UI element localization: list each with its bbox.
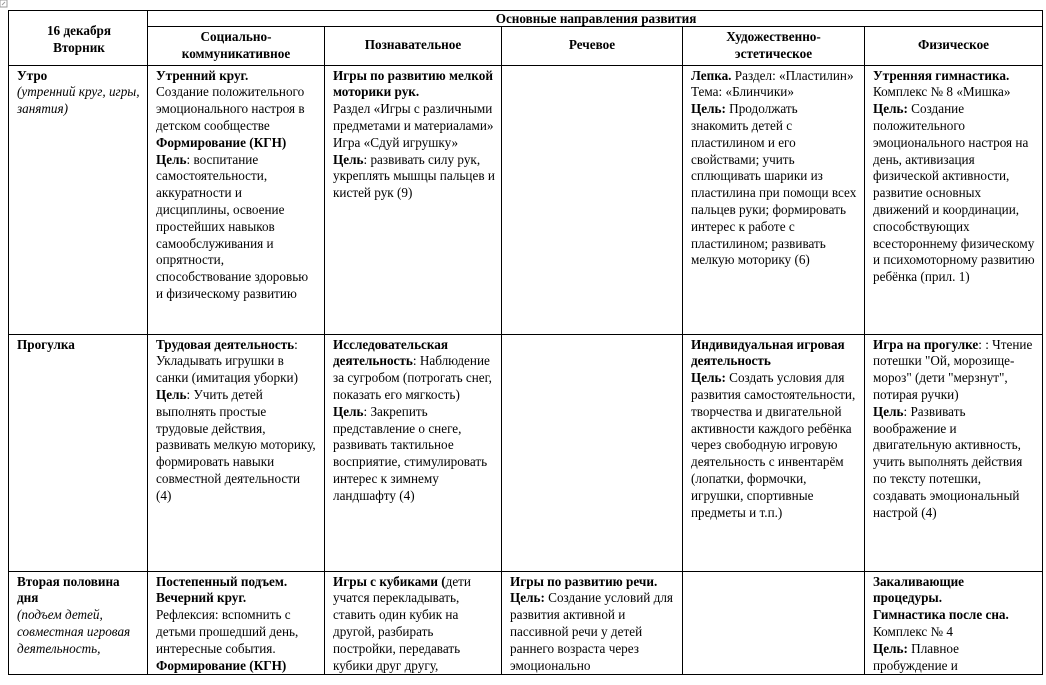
row-label-note: (подъем детей, совместная игровая деятельность,: [17, 607, 131, 656]
plan-table: [8, 10, 1043, 675]
row-afternoon: [9, 571, 1043, 675]
main-heading: Основные направления развития: [148, 11, 1043, 27]
row-label-text: Утро: [17, 67, 48, 83]
col-social-line1: Социально-: [200, 29, 272, 44]
col-speech: Речевое: [502, 27, 683, 66]
header-row: [9, 11, 1043, 27]
goal-label: Цель: [333, 403, 364, 419]
activity-title: Игра на прогулке: [873, 336, 979, 352]
col-social-line2: коммуникативное: [181, 45, 291, 61]
row-label-afternoon: [9, 571, 148, 675]
corner-resize-icon: [0, 0, 8, 8]
col-cognitive: Познавательное: [325, 27, 502, 66]
goal-label: Цель:: [691, 101, 726, 117]
goal-label: Цель:: [873, 640, 908, 656]
activity-text: Комплекс № 4: [873, 623, 954, 639]
activity-title: Гимнастика после сна.: [873, 607, 1009, 623]
activity-title: Лепка.: [691, 67, 732, 83]
row-label-walk: [9, 334, 148, 571]
activity-title: Трудовая деятельность: [156, 336, 295, 352]
activity-text: Раздел «Игры с различными предметами и материалами»: [333, 101, 494, 133]
activity-title: Игры по развитию мелкой моторики рук.: [333, 67, 493, 100]
walk-cognitive-cell: [325, 334, 502, 571]
afternoon-cognitive-cell: [325, 571, 502, 675]
goal-label: Цель: [156, 151, 187, 167]
walk-art-cell: [683, 334, 865, 571]
afternoon-physical-cell: [865, 571, 1043, 675]
activity-title: Постепенный подъем. Вечерний круг.: [156, 573, 288, 606]
goal-text: Плавное пробуждение и: [873, 640, 960, 673]
goal-text: : воспитание самостоятельности, аккуратности и дисциплины, освоение простейших навыков самообслуживания и опрятности, способствование здоровью и физическому развитию: [156, 151, 309, 301]
activity-text: дети учатся перекладывать, ставить один кубик на другой, разбирать постройки, передавать кубики друг другу,: [333, 573, 471, 673]
activity-title: Формирование (КГН): [156, 657, 287, 673]
goal-label: Цель: [873, 403, 904, 419]
activity-title: Утренний круг.: [156, 67, 249, 83]
morning-physical-cell: [865, 65, 1043, 334]
goal-text: Продолжать знакомить детей с пластилином и его свойствами; учить сплющивать шарики из пластилина при помощи всех пальцев руки; формировать интерес к работе с пластилином; развивать мелкую моторику (6): [691, 101, 857, 268]
activity-text: Раздел: «Пластилин»: [731, 67, 854, 83]
activity-text: Комплекс № 8 «Мишка»: [873, 84, 1011, 100]
date-cell: [9, 11, 148, 66]
activity-text: : : Чтение потешки "Ой, морозище-мороз" (дети "мерзнут", потирая ручки): [873, 336, 1033, 402]
activity-title: Игры по развитию речи.: [510, 573, 658, 589]
goal-text: : Закрепить представление о снеге, развивать тактильное восприятие, стимулировать интерес к зимнему ландшафту (4): [333, 403, 488, 503]
goal-label: Цель: [333, 151, 364, 167]
morning-speech-cell: [502, 65, 683, 334]
goal-text: : Учить детей выполнять простые трудовые действия, развивать мелкую моторику, формировать навыки совместной деятельности (4): [156, 386, 316, 503]
row-label-note: (утренний круг, игры, занятия): [17, 84, 140, 117]
activity-title: Формирование (КГН): [156, 134, 287, 150]
row-label-morning: [9, 65, 148, 334]
afternoon-social-cell: [148, 571, 325, 675]
activity-text: : Укладывать игрушки в санки (имитация уборки): [156, 336, 298, 386]
activity-title: Игры с кубиками (: [333, 573, 446, 589]
activity-title: Утренняя гимнастика.: [873, 67, 1010, 83]
morning-cognitive-cell: [325, 65, 502, 334]
row-morning: [9, 65, 1043, 334]
row-walk: [9, 334, 1043, 571]
afternoon-art-cell: [683, 571, 865, 675]
activity-title: Исследовательская деятельность: [333, 336, 449, 369]
activity-title: Закаливающие процедуры.: [873, 573, 965, 606]
walk-social-cell: [148, 334, 325, 571]
goal-label: Цель:: [873, 101, 908, 117]
row-label-text: Прогулка: [17, 336, 75, 352]
afternoon-speech-cell: [502, 571, 683, 675]
goal-text: : развивать силу рук, укреплять мышцы пальцев и кистей рук (9): [333, 151, 495, 201]
goal-text: Создание условий для развития активной и пассивной речи у детей раннего возраста через эмоционально: [510, 590, 673, 673]
activity-text: Игра «Сдуй игрушку»: [333, 134, 459, 150]
morning-social-cell: [148, 65, 325, 334]
walk-physical-cell: [865, 334, 1043, 571]
subheader-row: [9, 27, 1043, 66]
col-physical: Физическое: [865, 27, 1043, 66]
morning-art-cell: [683, 65, 865, 334]
col-art-line1: Художественно-: [726, 29, 821, 44]
activity-text: Рефлексия: вспомнить с детьми прошедший день, интересные события.: [156, 607, 299, 656]
activity-text: : Наблюдение за сугробом (потрогать снег, показать его мягкость): [333, 353, 492, 402]
goal-label: Цель:: [510, 590, 545, 606]
activity-text: Создание положительного эмоционального настроя в детском сообществе: [156, 84, 305, 133]
goal-text: Создать условия для развития самостоятельности, творчества и двигательной активности каждого ребёнка через свободную игровую деятельность с инвентарём (лопатки, формочки, игрушки, спортивные предметы и т.п.): [691, 370, 856, 520]
col-art-line2: эстетическое: [734, 45, 813, 61]
goal-text: Создание положительного эмоционального настроя на день, активизация физической активности, развитие основных движений и координации, способствующих всестороннему физическому и психомоторному развитию ребёнка (прил. 1): [873, 101, 1035, 285]
goal-label: Цель:: [691, 370, 726, 386]
weekday-text: Вторник: [53, 39, 105, 55]
col-art: [683, 27, 865, 66]
walk-speech-cell: [502, 334, 683, 571]
goal-label: Цель: [156, 386, 187, 402]
activity-title: Индивидуальная игровая деятельность: [691, 336, 845, 369]
goal-text: : Развивать воображение и двигательную активность, учить выполнять действия по тексту потешки, создавать эмоциональный настрой (4): [873, 403, 1023, 520]
date-text: 16 декабря: [46, 23, 112, 38]
row-label-text: Вторая половина дня: [17, 573, 120, 606]
col-social: [148, 27, 325, 66]
activity-text: Тема: «Блинчики»: [691, 84, 794, 100]
